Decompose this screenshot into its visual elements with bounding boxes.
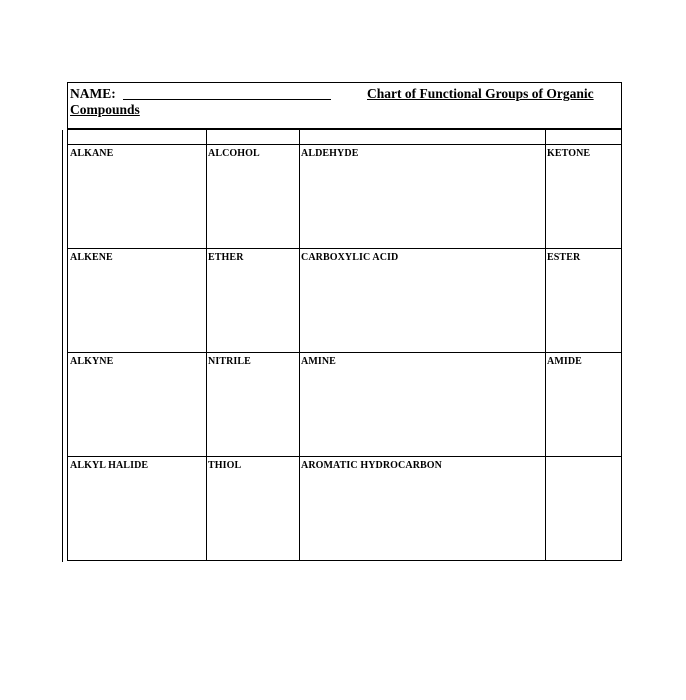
cell-thiol: THIOL [208,460,242,471]
chart-title-line-1: Chart of Functional Groups of Organic [367,86,594,101]
cell-alkane: ALKANE [70,148,114,159]
cell-alkene: ALKENE [70,252,113,263]
column-divider [206,130,207,560]
worksheet-header [67,82,622,129]
cell-amide: AMIDE [547,356,582,367]
chart-title-line-2: Compounds [70,102,140,117]
column-divider [299,130,300,560]
row-divider [68,352,621,353]
row-divider [68,248,621,249]
cell-nitrile: NITRILE [208,356,251,367]
cell-alkyl-halide: ALKYL HALIDE [70,460,149,471]
cell-ester: ESTER [547,252,581,263]
row-divider [68,144,621,145]
column-divider [545,130,546,560]
functional-groups-grid [67,129,622,561]
cell-aromatic-hydrocarbon: AROMATIC HYDROCARBON [301,460,442,471]
name-blank-line[interactable] [123,99,331,100]
cell-alkyne: ALKYNE [70,356,114,367]
cell-carboxylic-acid: CARBOXYLIC ACID [301,252,399,263]
cell-amine: AMINE [301,356,336,367]
cell-aldehyde: ALDEHYDE [301,148,359,159]
cell-ketone: KETONE [547,148,591,159]
row-divider [68,456,621,457]
cell-alcohol: ALCOHOL [208,148,260,159]
name-label: NAME: [70,86,116,101]
functional-groups-worksheet [62,82,624,562]
cell-ether: ETHER [208,252,244,263]
